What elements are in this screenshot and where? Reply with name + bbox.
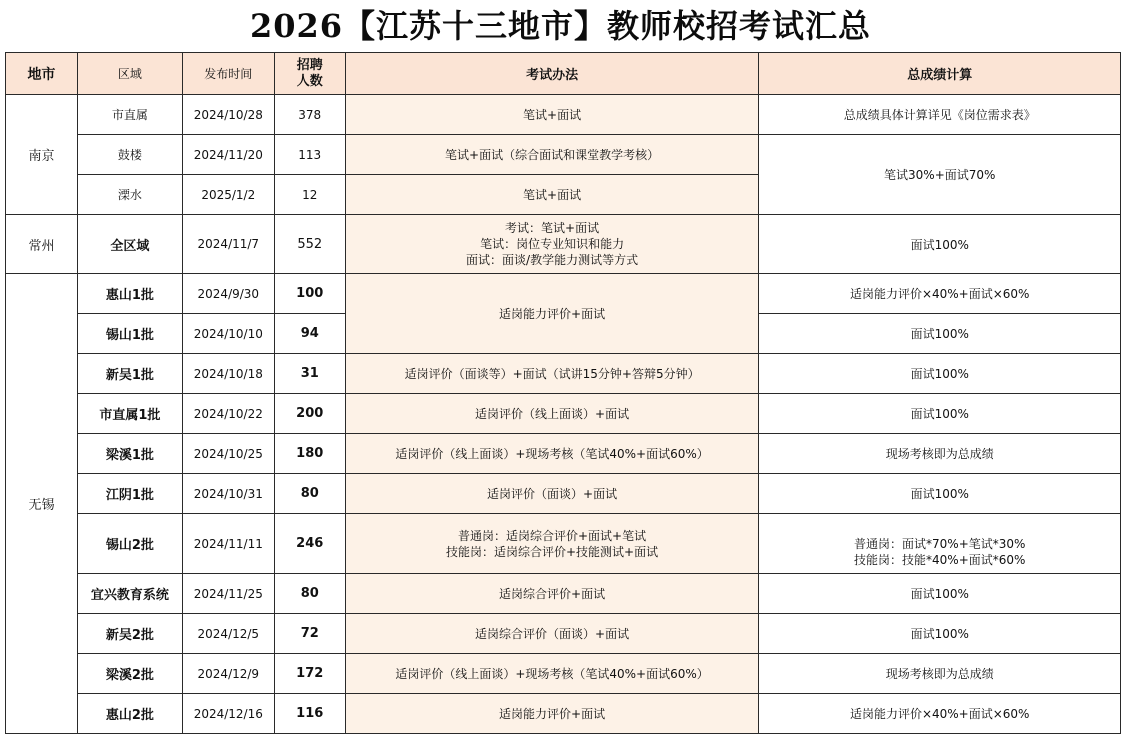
date-cell: 2024/11/11 bbox=[182, 514, 274, 574]
score-line: 技能岗：技能*40%+面试*60% bbox=[854, 553, 1026, 567]
score-cell: 面试100% bbox=[759, 574, 1121, 614]
date-cell: 2024/10/28 bbox=[182, 95, 274, 135]
area-cell: 惠山2批 bbox=[77, 694, 182, 734]
method-cell: 适岗综合评价（面谈）+面试 bbox=[345, 614, 759, 654]
header-count: 招聘人数 bbox=[274, 53, 345, 95]
score-cell: 面试100% bbox=[759, 394, 1121, 434]
method-line: 考试：笔试+面试 bbox=[505, 221, 600, 235]
table-row bbox=[6, 274, 1121, 314]
date-cell: 2024/12/16 bbox=[182, 694, 274, 734]
score-cell: 面试100% bbox=[759, 215, 1121, 274]
method-line: 技能岗：适岗综合评价+技能测试+面试 bbox=[446, 545, 659, 559]
count-cell: 378 bbox=[274, 95, 345, 135]
header-score: 总成绩计算 bbox=[759, 53, 1121, 95]
header-city: 地市 bbox=[6, 53, 78, 95]
area-cell: 市直属 bbox=[77, 95, 182, 135]
page-title: 2026【江苏十三地市】教师校招考试汇总 bbox=[249, 7, 872, 45]
date-cell: 2024/10/10 bbox=[182, 314, 274, 354]
date-cell: 2024/10/22 bbox=[182, 394, 274, 434]
city-cell-wuxi: 无锡 bbox=[6, 274, 78, 734]
table-row bbox=[6, 354, 1121, 394]
area-cell: 新吴1批 bbox=[77, 354, 182, 394]
city-cell-changzhou: 常州 bbox=[6, 215, 78, 274]
area-cell: 鼓楼 bbox=[77, 135, 182, 175]
score-cell: 总成绩具体计算详见《岗位需求表》 bbox=[759, 95, 1121, 135]
score-cell: 面试100% bbox=[759, 474, 1121, 514]
count-cell: 80 bbox=[274, 574, 345, 614]
count-cell: 172 bbox=[274, 654, 345, 694]
table-row bbox=[6, 614, 1121, 654]
area-cell: 梁溪2批 bbox=[77, 654, 182, 694]
method-cell: 适岗评价（面谈）+面试 bbox=[345, 474, 759, 514]
score-cell: 现场考核即为总成绩 bbox=[759, 434, 1121, 474]
count-cell: 94 bbox=[274, 314, 345, 354]
date-cell: 2024/11/7 bbox=[182, 215, 274, 274]
method-cell: 适岗评价（面谈等）+面试（试讲15分钟+答辩5分钟） bbox=[345, 354, 759, 394]
date-cell: 2025/1/2 bbox=[182, 175, 274, 215]
area-cell: 新吴2批 bbox=[77, 614, 182, 654]
count-cell: 116 bbox=[274, 694, 345, 734]
date-cell: 2024/9/30 bbox=[182, 274, 274, 314]
header-date: 发布时间 bbox=[182, 53, 274, 95]
score-cell: 面试100% bbox=[759, 614, 1121, 654]
method-cell: 适岗评价（线上面谈）+面试 bbox=[345, 394, 759, 434]
count-cell: 552 bbox=[274, 215, 345, 274]
count-cell: 200 bbox=[274, 394, 345, 434]
date-cell: 2024/11/25 bbox=[182, 574, 274, 614]
date-cell: 2024/10/31 bbox=[182, 474, 274, 514]
method-cell bbox=[345, 514, 759, 574]
date-cell: 2024/10/18 bbox=[182, 354, 274, 394]
date-cell: 2024/12/9 bbox=[182, 654, 274, 694]
method-cell: 笔试+面试 bbox=[345, 95, 759, 135]
area-cell: 江阴1批 bbox=[77, 474, 182, 514]
area-cell: 锡山2批 bbox=[77, 514, 182, 574]
count-cell: 113 bbox=[274, 135, 345, 175]
score-cell: 适岗能力评价×40%+面试×60% bbox=[759, 274, 1121, 314]
area-cell: 市直属1批 bbox=[77, 394, 182, 434]
count-cell: 100 bbox=[274, 274, 345, 314]
count-cell: 180 bbox=[274, 434, 345, 474]
method-cell bbox=[345, 215, 759, 274]
count-cell: 80 bbox=[274, 474, 345, 514]
table-row bbox=[6, 434, 1121, 474]
score-cell: 笔试30%+面试70% bbox=[759, 135, 1121, 215]
area-cell: 惠山1批 bbox=[77, 274, 182, 314]
header-area: 区域 bbox=[77, 53, 182, 95]
city-cell-nanjing: 南京 bbox=[6, 95, 78, 215]
score-cell: 适岗能力评价×40%+面试×60% bbox=[759, 694, 1121, 734]
area-cell: 溧水 bbox=[77, 175, 182, 215]
area-cell: 锡山1批 bbox=[77, 314, 182, 354]
count-cell: 12 bbox=[274, 175, 345, 215]
date-cell: 2024/10/25 bbox=[182, 434, 274, 474]
method-line: 普通岗：适岗综合评价+面试+笔试 bbox=[458, 529, 647, 543]
table-row bbox=[6, 474, 1121, 514]
table-row bbox=[6, 95, 1121, 135]
header-method: 考试办法 bbox=[345, 53, 759, 95]
area-cell: 梁溪1批 bbox=[77, 434, 182, 474]
area-cell: 全区域 bbox=[77, 215, 182, 274]
table-row bbox=[6, 394, 1121, 434]
method-cell: 适岗评价（线上面谈）+现场考核（笔试40%+面试60%） bbox=[345, 434, 759, 474]
table-row bbox=[6, 654, 1121, 694]
method-cell: 笔试+面试 bbox=[345, 175, 759, 215]
method-line: 面试：面谈/教学能力测试等方式 bbox=[466, 253, 639, 267]
table-row bbox=[6, 574, 1121, 614]
method-cell: 笔试+面试（综合面试和课堂教学考核） bbox=[345, 135, 759, 175]
date-cell: 2024/12/5 bbox=[182, 614, 274, 654]
method-line: 笔试：岗位专业知识和能力 bbox=[480, 237, 625, 251]
method-cell: 适岗能力评价+面试 bbox=[345, 694, 759, 734]
area-cell: 宜兴教育系统 bbox=[77, 574, 182, 614]
method-cell: 适岗能力评价+面试 bbox=[345, 274, 759, 354]
table-row bbox=[6, 694, 1121, 734]
table-row bbox=[6, 215, 1121, 274]
method-cell: 适岗评价（线上面谈）+现场考核（笔试40%+面试60%） bbox=[345, 654, 759, 694]
count-cell: 246 bbox=[274, 514, 345, 574]
score-cell: 现场考核即为总成绩 bbox=[759, 654, 1121, 694]
exam-summary-table bbox=[5, 52, 1121, 734]
header-row bbox=[6, 53, 1121, 95]
score-cell: 面试100% bbox=[759, 314, 1121, 354]
score-cell: 面试100% bbox=[759, 354, 1121, 394]
score-cell bbox=[759, 514, 1121, 574]
table-row bbox=[6, 135, 1121, 175]
table-row bbox=[6, 514, 1121, 574]
score-line: 普通岗：面试*70%+笔试*30% bbox=[854, 537, 1026, 551]
count-cell: 31 bbox=[274, 354, 345, 394]
date-cell: 2024/11/20 bbox=[182, 135, 274, 175]
count-cell: 72 bbox=[274, 614, 345, 654]
method-cell: 适岗综合评价+面试 bbox=[345, 574, 759, 614]
